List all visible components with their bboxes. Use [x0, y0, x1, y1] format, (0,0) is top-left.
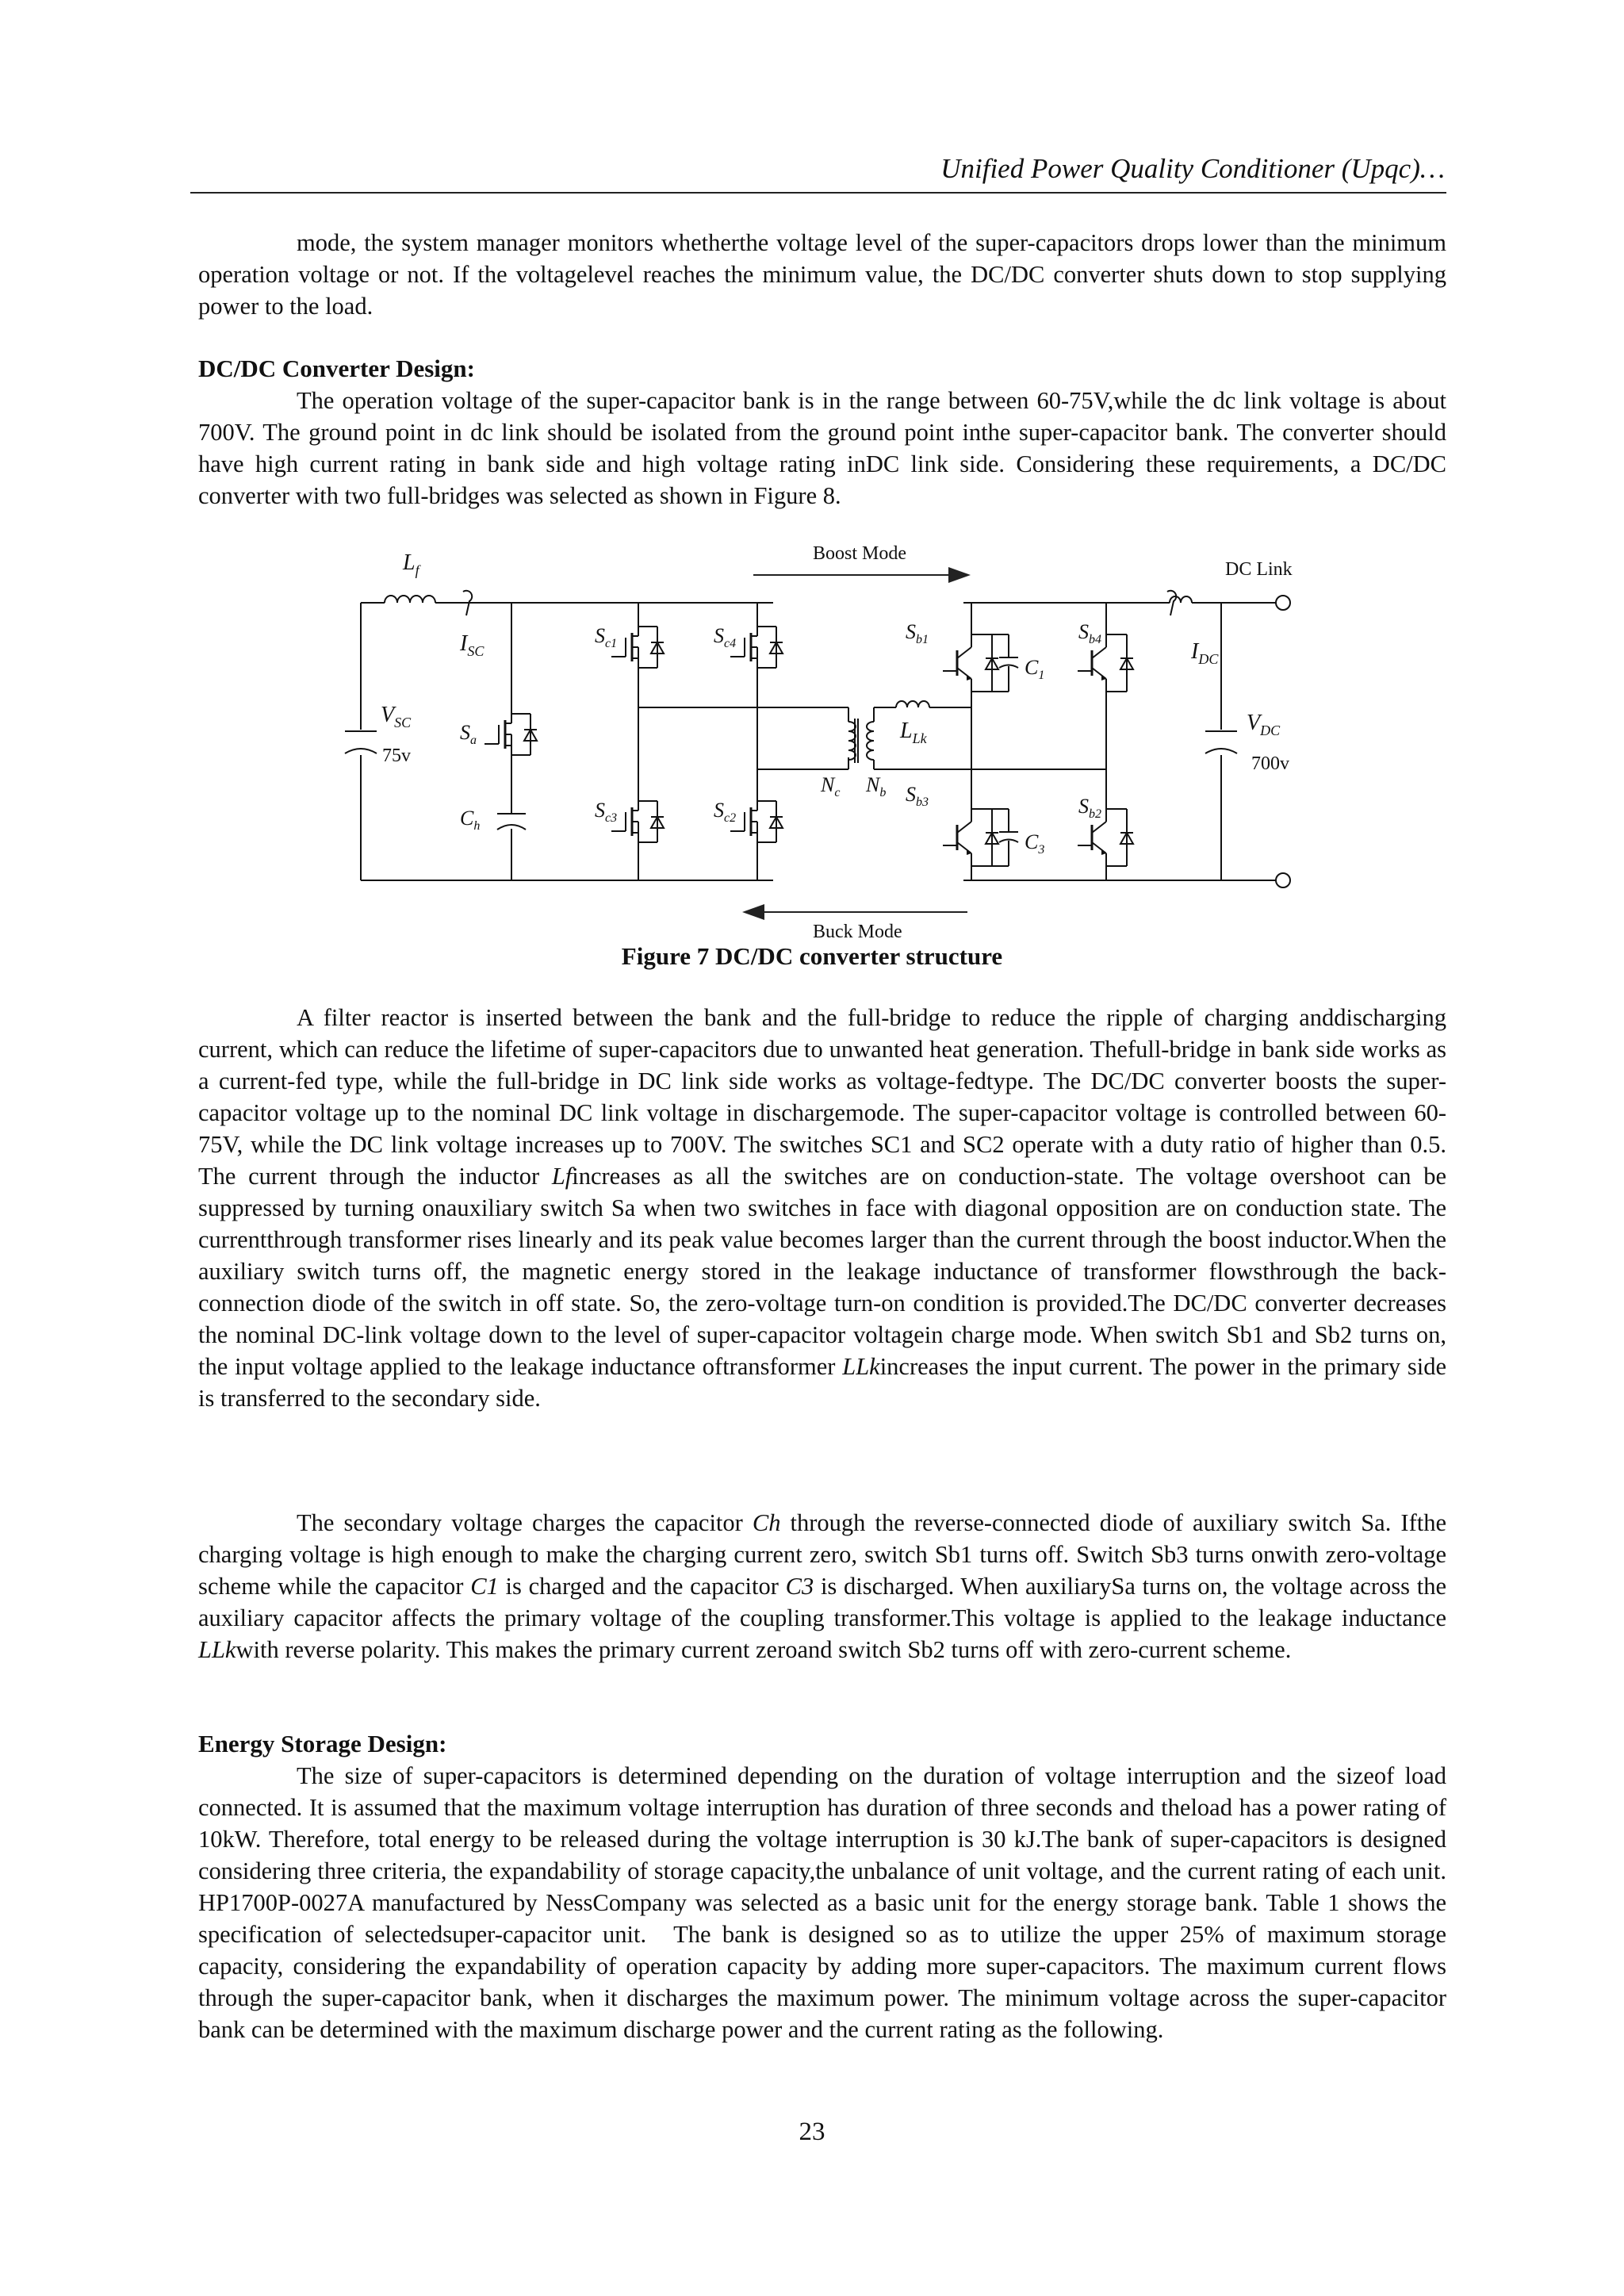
- sb4-label: $S_{b4}$: [1078, 620, 1101, 646]
- lf-label: $L_f$: [403, 550, 419, 578]
- paragraph-energy-storage: The size of super-capacitors is determined depending on the duration of voltage interruption and the sizeof load connected. It is assumed that the maximum voltage interruption has duration of three seconds and theload has a power rating of 10kW. Therefore, total energy to be released during the voltage interruption is 30 kJ.The bank of super-capacitors is designed considering three criteria, the expandability of storage capacity,the unbalance of unit voltage, and the current rating of each unit. HP1700P-0027A manufactured by NessCompany was selected as a basic unit for the energy storage bank. Table 1 shows the specification of selectedsuper-capacitor unit. The bank is designed so as to utilize the upper 25% of maximum storage capacity, considering the expandability of operation capacity by adding more super-capacitors. The maximum current flows through the super-capacitor bank, when it discharges the maximum power. The minimum voltage across the super-capacitor bank can be determined with the maximum discharge power and the current rating as the following.: [198, 1762, 1446, 2043]
- dc-link-label: DC Link: [1225, 559, 1293, 580]
- ch-label: $C_h$: [460, 807, 481, 833]
- vdc-label: $V_{DC}$: [1247, 711, 1281, 738]
- buck-mode-label: Buck Mode: [813, 922, 902, 942]
- sc3-switch: [611, 801, 664, 842]
- c1-label: $C_1$: [1025, 656, 1045, 682]
- c3-capacitor: [992, 809, 1018, 866]
- sc4-label: $S_{c4}$: [714, 624, 737, 650]
- section-heading-energy-storage-design: Energy Storage Design:: [198, 1730, 447, 1757]
- sb3-label: $S_{b3}$: [906, 783, 929, 809]
- sc1-switch: [611, 627, 664, 668]
- paragraph-secondary-voltage: The secondary voltage charges the capacitor Ch through the reverse-connected diode of auxiliary switch Sa. Ifthe charging voltage is high enough to make the charging current zero, switch Sb1 turns off. Switch Sb3 turns onwith zero-voltage scheme while the capacitor C1 is charged and the capacitor C3 is discharged. When auxiliarySa turns on, the voltage across the auxiliary capacitor affects the primary voltage of the coupling transformer.This voltage is applied to the leakage inductance LLkwith reverse polarity. This makes the primary current zeroand switch Sb2 turns off with zero-current scheme.: [198, 1509, 1446, 1663]
- nb-label: $N_b$: [866, 773, 887, 799]
- sc3-label: $S_{c3}$: [595, 799, 618, 825]
- isc-label: $I_{SC}$: [460, 631, 485, 659]
- figure-caption: Figure 7 DC/DC converter structure: [621, 942, 1003, 970]
- sc2-label: $S_{c2}$: [714, 799, 737, 825]
- coupling-transformer: [848, 701, 1106, 769]
- vdc-value-label: 700v: [1251, 753, 1289, 774]
- header-rule: [190, 192, 1446, 194]
- sa-label: $S_a$: [460, 721, 477, 747]
- c1-capacitor: [992, 634, 1018, 692]
- sb3-switch: [943, 809, 998, 866]
- sa-switch: [485, 714, 537, 755]
- paragraph-mode: mode, the system manager monitors whetherthe voltage level of the super-capacitors drops lower than the minimum operation voltage or not. If the voltagelevel reaches the minimum value, the DC/DC converter shuts down to stop supplying power to the load.: [198, 229, 1446, 320]
- dc-link-positive-terminal: [1276, 596, 1290, 610]
- sc1-label: $S_{c1}$: [595, 624, 618, 650]
- paragraph-dcdc-design: The operation voltage of the super-capacitor bank is in the range between 60-75V,while the dc link voltage is about 700V. The ground point in dc link should be isolated from the ground point inthe super-capacitor bank. The converter should have high current rating in bank side and high voltage rating inDC link side. Considering these requirements, a DC/DC converter with two full-bridges was selected as shown in Figure 8.: [198, 387, 1446, 509]
- sc4-switch: [730, 627, 783, 668]
- ch-capacitor: [497, 814, 526, 830]
- vsc-capacitor: [345, 731, 377, 753]
- page-number: 23: [799, 2118, 825, 2146]
- dcdc-converter-circuit-diagram: [341, 531, 1308, 944]
- c3-label: $C_3$: [1025, 830, 1045, 857]
- section-heading-dcdc-converter-design: DC/DC Converter Design:: [198, 355, 475, 382]
- paragraph-filter-reactor: A filter reactor is inserted between the bank and the full-bridge to reduce the ripple of charging anddischarging current, which can reduce the lifetime of super-capacitors due to unwanted heat generation. Thefull-bridge in bank side works as a current-fed type, while the full-bridge in DC link side works as voltage-fedtype. The DC/DC converter boosts the super-capacitor voltage up to the nominal DC link voltage in dischargemode. The super-capacitor voltage is controlled between 60-75V, while the DC link voltage increases up to 700V. The switches SC1 and SC2 operate with a duty ratio of higher than 0.5. The current through the inductor Lfincreases as all the switches are on conduction-state. The voltage overshoot can be suppressed by turning onauxiliary switch Sa when two switches in face with diagonal opposition are on conduction state. The currentthrough transformer rises linearly and its peak value becomes larger than the current through the boost inductor.When the auxiliary switch turns off, the magnetic energy stored in the leakage inductance of transformer flowsthrough the back-connection diode of the switch in off state. So, the zero-voltage turn-on condition is provided.The DC/DC converter decreases the nominal DC-link voltage down to the level of super-capacitor voltagein charge mode. When switch Sb1 and Sb2 turns on, the input voltage applied to the leakage inductance oftransformer LLkincreases the input current. The power in the primary side is transferred to the secondary side.: [198, 1004, 1447, 1412]
- dc-link-negative-terminal: [1276, 873, 1290, 887]
- running-header: Unified Power Quality Conditioner (Upqc)…: [940, 153, 1445, 184]
- dc-link-side-wiring: [963, 596, 1277, 880]
- sb1-label: $S_{b1}$: [906, 620, 929, 646]
- nc-label: $N_c$: [821, 773, 841, 799]
- boost-mode-label: Boost Mode: [813, 543, 907, 564]
- sb1-switch: [943, 634, 998, 692]
- vsc-label: $V_{SC}$: [381, 703, 412, 730]
- sc2-switch: [730, 801, 783, 842]
- llk-label: $L_{Lk}$: [900, 719, 927, 746]
- idc-label: $I_{DC}$: [1191, 639, 1219, 667]
- vdc-capacitor: [1205, 731, 1237, 753]
- sb2-label: $S_{b2}$: [1078, 795, 1101, 821]
- vsc-value-label: 75v: [382, 746, 411, 766]
